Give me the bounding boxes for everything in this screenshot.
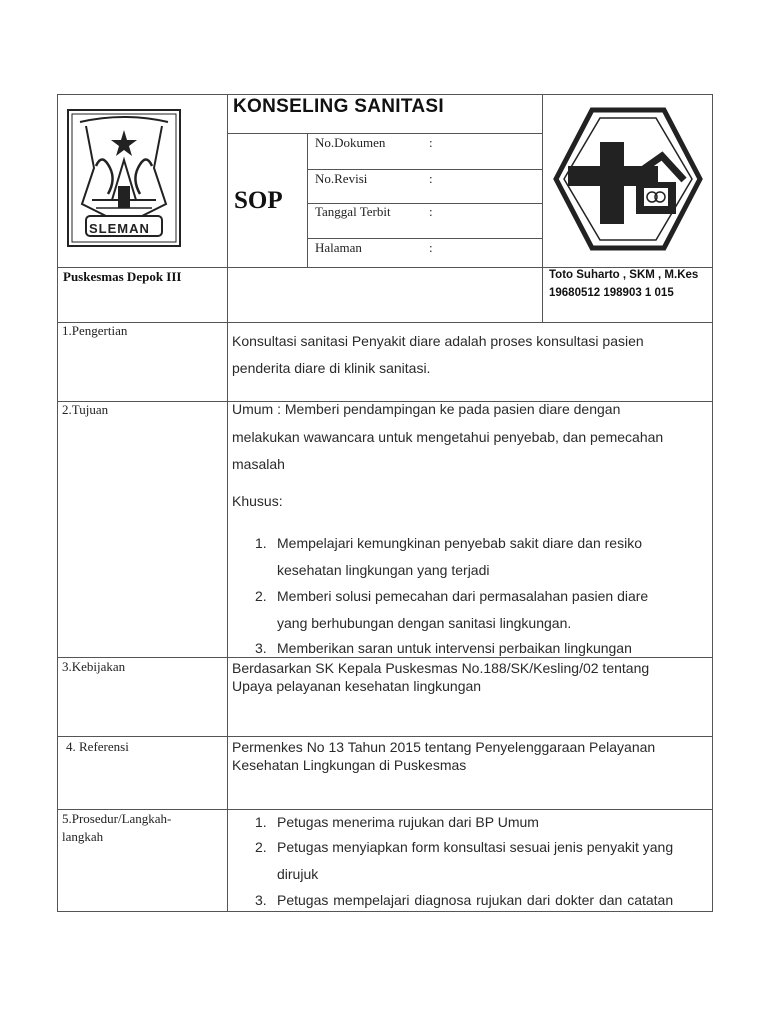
pengertian-line-2: penderita diare di klinik sanitasi. xyxy=(232,360,431,376)
signer-nip: 19680512 198903 1 015 xyxy=(549,287,674,299)
row-line-3 xyxy=(57,657,713,658)
prosedur-item-3-line-1: Petugas mempelajari diagnosa rujukan dari dokter dan catatan xyxy=(277,892,674,908)
tujuan-umum-line-2: melakukan wawancara untuk mengetahui penyebab, dan pemecahan xyxy=(232,429,664,445)
tujuan-item-2-line-2: yang berhubungan dengan sanitasi lingkungan. xyxy=(277,615,572,631)
prosedur-item-1-num: 1. xyxy=(255,814,267,830)
tujuan-item-1-line-2: kesehatan lingkungan yang terjadi xyxy=(277,562,490,578)
row-line-1 xyxy=(57,322,713,323)
field-tanggal-terbit-sep: : xyxy=(429,204,433,219)
tujuan-item-1-line-1: Mempelajari kemungkinan penyebab sakit diare dan resiko xyxy=(277,535,642,551)
field-no-revisi-label: No.Revisi xyxy=(315,171,368,186)
prosedur-item-2-line-1: Petugas menyiapkan form konsultasi sesuai jenis penyakit yang xyxy=(277,839,674,855)
kebijakan-line-1: Berdasarkan SK Kepala Puskesmas No.188/SK/Kesling/02 tentang xyxy=(232,660,650,676)
section-label-pengertian: 1.Pengertian xyxy=(62,323,128,338)
tujuan-umum-line-3: masalah xyxy=(232,456,285,472)
tujuan-item-3-num: 3. xyxy=(255,640,267,656)
section-label-tujuan: 2.Tujuan xyxy=(62,402,109,417)
logo-label: SLEMAN xyxy=(89,221,150,236)
field-tanggal-terbit-label: Tanggal Terbit xyxy=(315,204,391,219)
section-label-prosedur-line-2: langkah xyxy=(62,829,104,844)
page-title: KONSELING SANITASI xyxy=(233,96,444,117)
tujuan-item-1-num: 1. xyxy=(255,535,267,551)
field-divider-1 xyxy=(307,169,543,170)
sop-divider xyxy=(307,133,308,267)
sop-label: SOP xyxy=(234,187,283,214)
tujuan-item-3-line-1: Memberikan saran untuk intervensi perbaikan lingkungan xyxy=(277,640,632,656)
logo-divider xyxy=(542,94,543,322)
sop-document xyxy=(57,94,713,912)
border-right xyxy=(712,94,713,912)
referensi-line-2: Kesehatan Lingkungan di Puskesmas xyxy=(232,757,467,773)
tujuan-item-2-num: 2. xyxy=(255,588,267,604)
border-left xyxy=(57,94,58,912)
field-divider-3 xyxy=(307,238,543,239)
border-top xyxy=(57,94,713,95)
prosedur-item-1-line-1: Petugas menerima rujukan dari BP Umum xyxy=(277,814,539,830)
column-divider xyxy=(227,94,228,912)
section-label-prosedur-line-1: 5.Prosedur/Langkah- xyxy=(62,811,172,826)
field-no-revisi-sep: : xyxy=(429,171,433,186)
title-divider xyxy=(227,133,543,134)
prosedur-item-2-line-2: dirujuk xyxy=(277,866,319,882)
section-label-referensi: 4. Referensi xyxy=(66,739,129,754)
row-line-4 xyxy=(57,736,713,737)
tujuan-item-2-line-1: Memberi solusi pemecahan dari permasalahan pasien diare xyxy=(277,588,649,604)
field-halaman-label: Halaman xyxy=(315,240,362,255)
puskesmas-logo-icon xyxy=(552,106,704,252)
org-name: Puskesmas Depok III xyxy=(63,269,182,284)
prosedur-item-2-num: 2. xyxy=(255,839,267,855)
row-line-5 xyxy=(57,809,713,810)
border-bottom xyxy=(57,911,713,912)
header-bottom-line xyxy=(57,267,713,268)
tujuan-umum-line-1: Umum : Memberi pendampingan ke pada pasien diare dengan xyxy=(232,401,621,417)
prosedur-item-3-num: 3. xyxy=(255,892,267,908)
kebijakan-line-2: Upaya pelayanan kesehatan lingkungan xyxy=(232,678,482,694)
pengertian-line-1: Konsultasi sanitasi Penyakit diare adalah proses konsultasi pasien xyxy=(232,333,644,349)
signer-name: Toto Suharto , SKM , M.Kes xyxy=(549,269,699,281)
field-halaman-sep: : xyxy=(429,240,433,255)
field-no-dokumen-label: No.Dokumen xyxy=(315,135,386,150)
section-label-kebijakan: 3.Kebijakan xyxy=(62,659,126,674)
tujuan-khusus-label: Khusus: xyxy=(232,493,283,509)
field-no-dokumen-sep: : xyxy=(429,135,433,150)
referensi-line-1: Permenkes No 13 Tahun 2015 tentang Penyelenggaraan Pelayanan xyxy=(232,739,656,755)
